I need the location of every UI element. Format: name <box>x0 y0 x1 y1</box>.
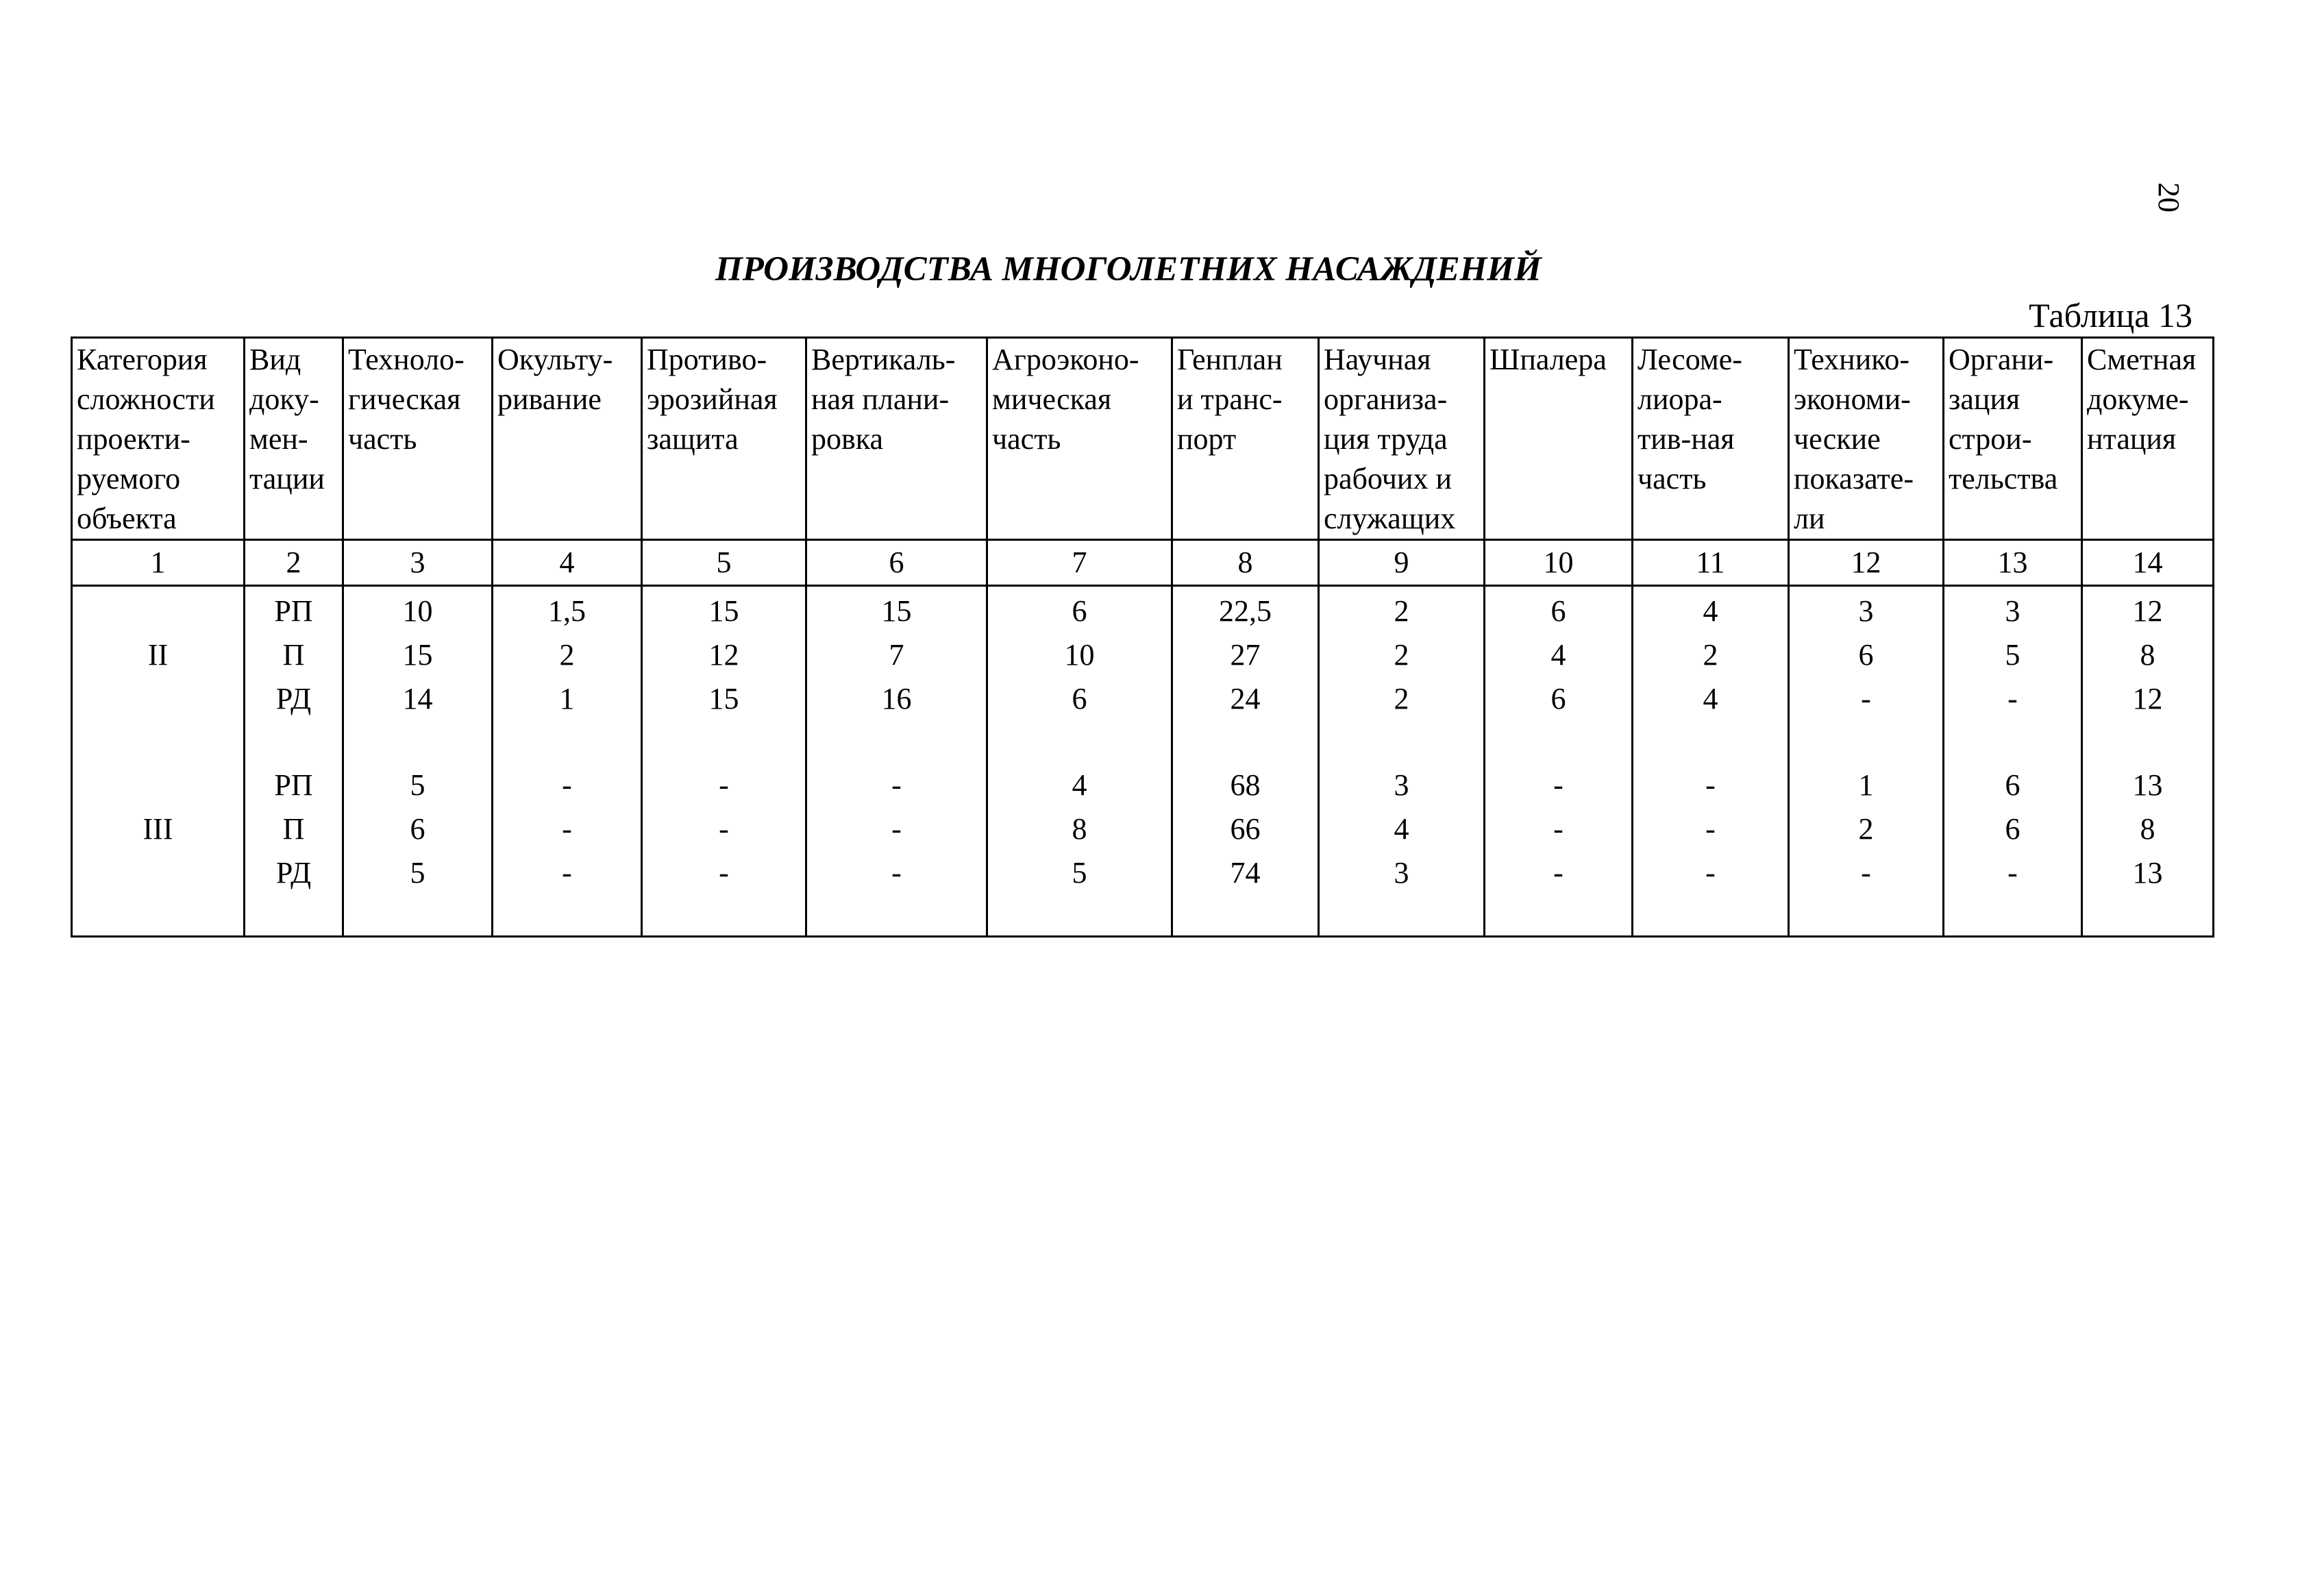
cell-value: 2 <box>1394 682 1409 715</box>
cell-value: 6 <box>1072 594 1087 628</box>
cell-value: 3 <box>2005 594 2020 628</box>
doc-type-label: П <box>282 812 305 846</box>
cell-value: - <box>891 768 902 802</box>
column-header-line: нтация <box>2087 422 2177 456</box>
header-cell <box>1319 338 1485 540</box>
cell-value: 5 <box>2005 638 2020 672</box>
column-number: 14 <box>2082 540 2214 586</box>
document-title: ПРОИЗВОДСТВА МНОГОЛЕТНИХ НАСАЖДЕНИЙ <box>715 250 1542 289</box>
page-number: 20 <box>2152 182 2186 212</box>
cell-value: - <box>891 812 902 846</box>
category-label: II <box>147 638 169 672</box>
value-cell <box>1944 586 2082 937</box>
cell-value: 8 <box>1072 812 1087 846</box>
cell-value: - <box>1553 812 1563 846</box>
value-cell <box>493 586 642 937</box>
column-header-line: мен- <box>249 422 308 456</box>
cell-value: 5 <box>410 768 425 802</box>
column-number: 1 <box>72 540 245 586</box>
value-cell <box>343 586 493 937</box>
cell-value: 6 <box>2005 812 2020 846</box>
column-number: 7 <box>987 540 1172 586</box>
header-cell <box>1172 338 1319 540</box>
column-number: 13 <box>1944 540 2082 586</box>
column-header-line: Сметная <box>2087 343 2197 376</box>
cell-value: 3 <box>1394 768 1409 802</box>
cell-value: 15 <box>881 594 912 628</box>
group-spacer <box>493 721 641 763</box>
column-header-line: ческие <box>1794 422 1881 456</box>
cell-value: - <box>891 856 902 890</box>
cell-value: 3 <box>1858 594 1874 628</box>
column-header-line: часть <box>348 422 417 456</box>
cell-value: - <box>1705 768 1716 802</box>
cell-value: 13 <box>2132 856 2163 890</box>
empty-line <box>73 677 243 721</box>
value-cell <box>1319 586 1485 937</box>
column-header-line: лиора- <box>1637 382 1722 416</box>
cell-value: 6 <box>1858 638 1874 672</box>
category-label: III <box>143 812 173 846</box>
header-cell <box>1485 338 1633 540</box>
doc-type-label: РП <box>274 594 313 628</box>
column-header-line: Агроэконо- <box>992 343 1139 376</box>
column-header-line: тив-ная <box>1637 422 1735 456</box>
column-header-line: ная плани- <box>811 382 950 416</box>
column-header-line: и транс- <box>1177 382 1283 416</box>
column-header-line: тации <box>249 462 325 495</box>
table-label: Таблица 13 <box>2029 296 2192 334</box>
column-header-line: Техноло- <box>348 343 465 376</box>
column-number: 12 <box>1789 540 1944 586</box>
cell-value: - <box>1553 856 1563 890</box>
cell-value: 4 <box>1703 682 1718 715</box>
cell-value: 4 <box>1550 638 1566 672</box>
group-spacer <box>988 721 1171 763</box>
column-header-line: сложности <box>77 382 215 416</box>
cell-value: 2 <box>1394 594 1409 628</box>
value-cell <box>2082 586 2214 937</box>
cell-value: 4 <box>1703 594 1718 628</box>
doc-type-label: П <box>282 638 305 672</box>
column-header-line: руемого <box>77 462 181 495</box>
group-spacer <box>245 721 342 763</box>
column-header-line: Окульту- <box>497 343 613 376</box>
column-header-line: Научная <box>1324 343 1431 376</box>
doc-type-label: РП <box>274 768 313 802</box>
cell-value: 5 <box>1072 856 1087 890</box>
cell-value: 1 <box>559 682 575 715</box>
cell-value: 12 <box>2132 682 2163 715</box>
group-spacer <box>1633 721 1788 763</box>
cell-value: 2 <box>559 638 575 672</box>
cell-value: 12 <box>708 638 739 672</box>
cell-value: 68 <box>1230 768 1261 802</box>
cell-value: 2 <box>1703 638 1718 672</box>
value-cell <box>1633 586 1789 937</box>
cell-value: 14 <box>402 682 433 715</box>
column-header-line: доку- <box>249 382 319 416</box>
cell-value: 8 <box>2140 812 2155 846</box>
value-cell <box>806 586 987 937</box>
value-cell <box>1789 586 1944 937</box>
column-number-row <box>72 540 2214 586</box>
column-header-line: эрозийная <box>647 382 778 416</box>
cell-value: 2 <box>1858 812 1874 846</box>
group-spacer <box>2083 721 2212 763</box>
column-number: 9 <box>1319 540 1485 586</box>
cell-value: 2 <box>1394 638 1409 672</box>
group-spacer <box>807 721 986 763</box>
cell-value: - <box>1861 682 1871 715</box>
header-cell <box>806 338 987 540</box>
column-header-line: Противо- <box>647 343 767 376</box>
column-header-line: ривание <box>497 382 602 416</box>
cell-value: - <box>1705 812 1716 846</box>
group-spacer <box>643 721 805 763</box>
header-cell <box>245 338 343 540</box>
cell-value: 6 <box>1550 682 1566 715</box>
cell-value: 3 <box>1394 856 1409 890</box>
empty-line <box>73 763 243 807</box>
column-number: 8 <box>1172 540 1319 586</box>
column-header-line: гическая <box>348 382 461 416</box>
cell-value: 27 <box>1230 638 1261 672</box>
header-cell <box>1944 338 2082 540</box>
column-header-line: объекта <box>77 502 177 535</box>
header-cell <box>987 338 1172 540</box>
category-cell <box>72 586 245 937</box>
column-number: 2 <box>245 540 343 586</box>
cell-value: 5 <box>410 856 425 890</box>
cell-value: 6 <box>1550 594 1566 628</box>
cell-value: - <box>2007 682 2018 715</box>
column-number: 5 <box>642 540 806 586</box>
column-number: 11 <box>1633 540 1789 586</box>
group-spacer <box>344 721 491 763</box>
cell-value: 7 <box>889 638 904 672</box>
header-cell <box>642 338 806 540</box>
column-header-line: организа- <box>1324 382 1448 416</box>
cell-value: - <box>719 856 729 890</box>
cell-value: 13 <box>2132 768 2163 802</box>
column-header-line: порт <box>1177 422 1237 456</box>
column-header-line: экономи- <box>1794 382 1911 416</box>
group-spacer <box>1944 721 2081 763</box>
cell-value: 66 <box>1230 812 1261 846</box>
distribution-table <box>71 336 2214 938</box>
doc-type-label: РД <box>275 856 312 890</box>
group-spacer <box>1790 721 1942 763</box>
cell-value: - <box>1553 768 1563 802</box>
cell-value: 12 <box>2132 594 2163 628</box>
group-spacer <box>1485 721 1631 763</box>
column-header-line: мическая <box>992 382 1112 416</box>
cell-value: 4 <box>1394 812 1409 846</box>
doc-type-label: РД <box>275 682 312 715</box>
cell-value: 6 <box>2005 768 2020 802</box>
cell-value: - <box>1861 856 1871 890</box>
group-spacer <box>1173 721 1318 763</box>
empty-line <box>73 851 243 895</box>
cell-value: 15 <box>708 682 739 715</box>
header-cell <box>72 338 245 540</box>
cell-value: 15 <box>708 594 739 628</box>
column-header-line: Лесоме- <box>1637 343 1742 376</box>
header-cell <box>2082 338 2214 540</box>
value-cell <box>1485 586 1633 937</box>
cell-value: 15 <box>402 638 433 672</box>
column-header-line: показате- <box>1794 462 1914 495</box>
cell-value: 10 <box>402 594 433 628</box>
column-header-line: ция труда <box>1324 422 1448 456</box>
cell-value: 22,5 <box>1219 594 1272 628</box>
data-body-row <box>72 586 2214 937</box>
cell-value: 6 <box>1072 682 1087 715</box>
column-header-line: служащих <box>1324 502 1456 535</box>
column-number: 3 <box>343 540 493 586</box>
cell-value: 6 <box>410 812 425 846</box>
group-spacer <box>1320 721 1483 763</box>
cell-value: 74 <box>1230 856 1261 890</box>
cell-value: - <box>2007 856 2018 890</box>
value-cell <box>1172 586 1319 937</box>
cell-value: - <box>562 768 572 802</box>
column-number: 6 <box>806 540 987 586</box>
column-header-line: Шпалера <box>1489 343 1607 376</box>
column-header-line: докуме- <box>2087 382 2189 416</box>
cell-value: 10 <box>1064 638 1095 672</box>
column-header-line: ли <box>1794 502 1825 535</box>
cell-value: 1,5 <box>548 594 586 628</box>
column-number: 10 <box>1485 540 1633 586</box>
column-header-line: часть <box>992 422 1061 456</box>
cell-value: 24 <box>1230 682 1261 715</box>
column-header-line: Органи- <box>1949 343 2054 376</box>
header-cell <box>343 338 493 540</box>
value-cell <box>642 586 806 937</box>
column-header-line: тельства <box>1949 462 2058 495</box>
column-number: 4 <box>493 540 642 586</box>
cell-value: - <box>562 856 572 890</box>
column-header-line: Категория <box>77 343 208 376</box>
header-cell <box>493 338 642 540</box>
header-row <box>72 338 2214 540</box>
value-cell <box>987 586 1172 937</box>
doc-type-cell <box>245 586 343 937</box>
header-cell <box>1633 338 1789 540</box>
column-header-line: Вид <box>249 343 301 376</box>
column-header-line: Вертикаль- <box>811 343 956 376</box>
cell-value: 16 <box>881 682 912 715</box>
column-header-line: ровка <box>811 422 884 456</box>
column-header-line: рабочих и <box>1324 462 1452 495</box>
cell-value: 4 <box>1072 768 1087 802</box>
column-header-line: зация <box>1949 382 2020 416</box>
column-header-line: Генплан <box>1177 343 1283 376</box>
cell-value: 8 <box>2140 638 2155 672</box>
cell-value: - <box>719 812 729 846</box>
column-header-line: часть <box>1637 462 1707 495</box>
column-header-line: проекти- <box>77 422 190 456</box>
column-header-line: строи- <box>1949 422 2032 456</box>
cell-value: - <box>719 768 729 802</box>
cell-value: - <box>562 812 572 846</box>
cell-value: 1 <box>1858 768 1874 802</box>
column-header-line: Технико- <box>1794 343 1910 376</box>
empty-line <box>73 589 243 633</box>
group-spacer <box>73 721 243 763</box>
column-header-line: защита <box>647 422 739 456</box>
header-cell <box>1789 338 1944 540</box>
cell-value: - <box>1705 856 1716 890</box>
